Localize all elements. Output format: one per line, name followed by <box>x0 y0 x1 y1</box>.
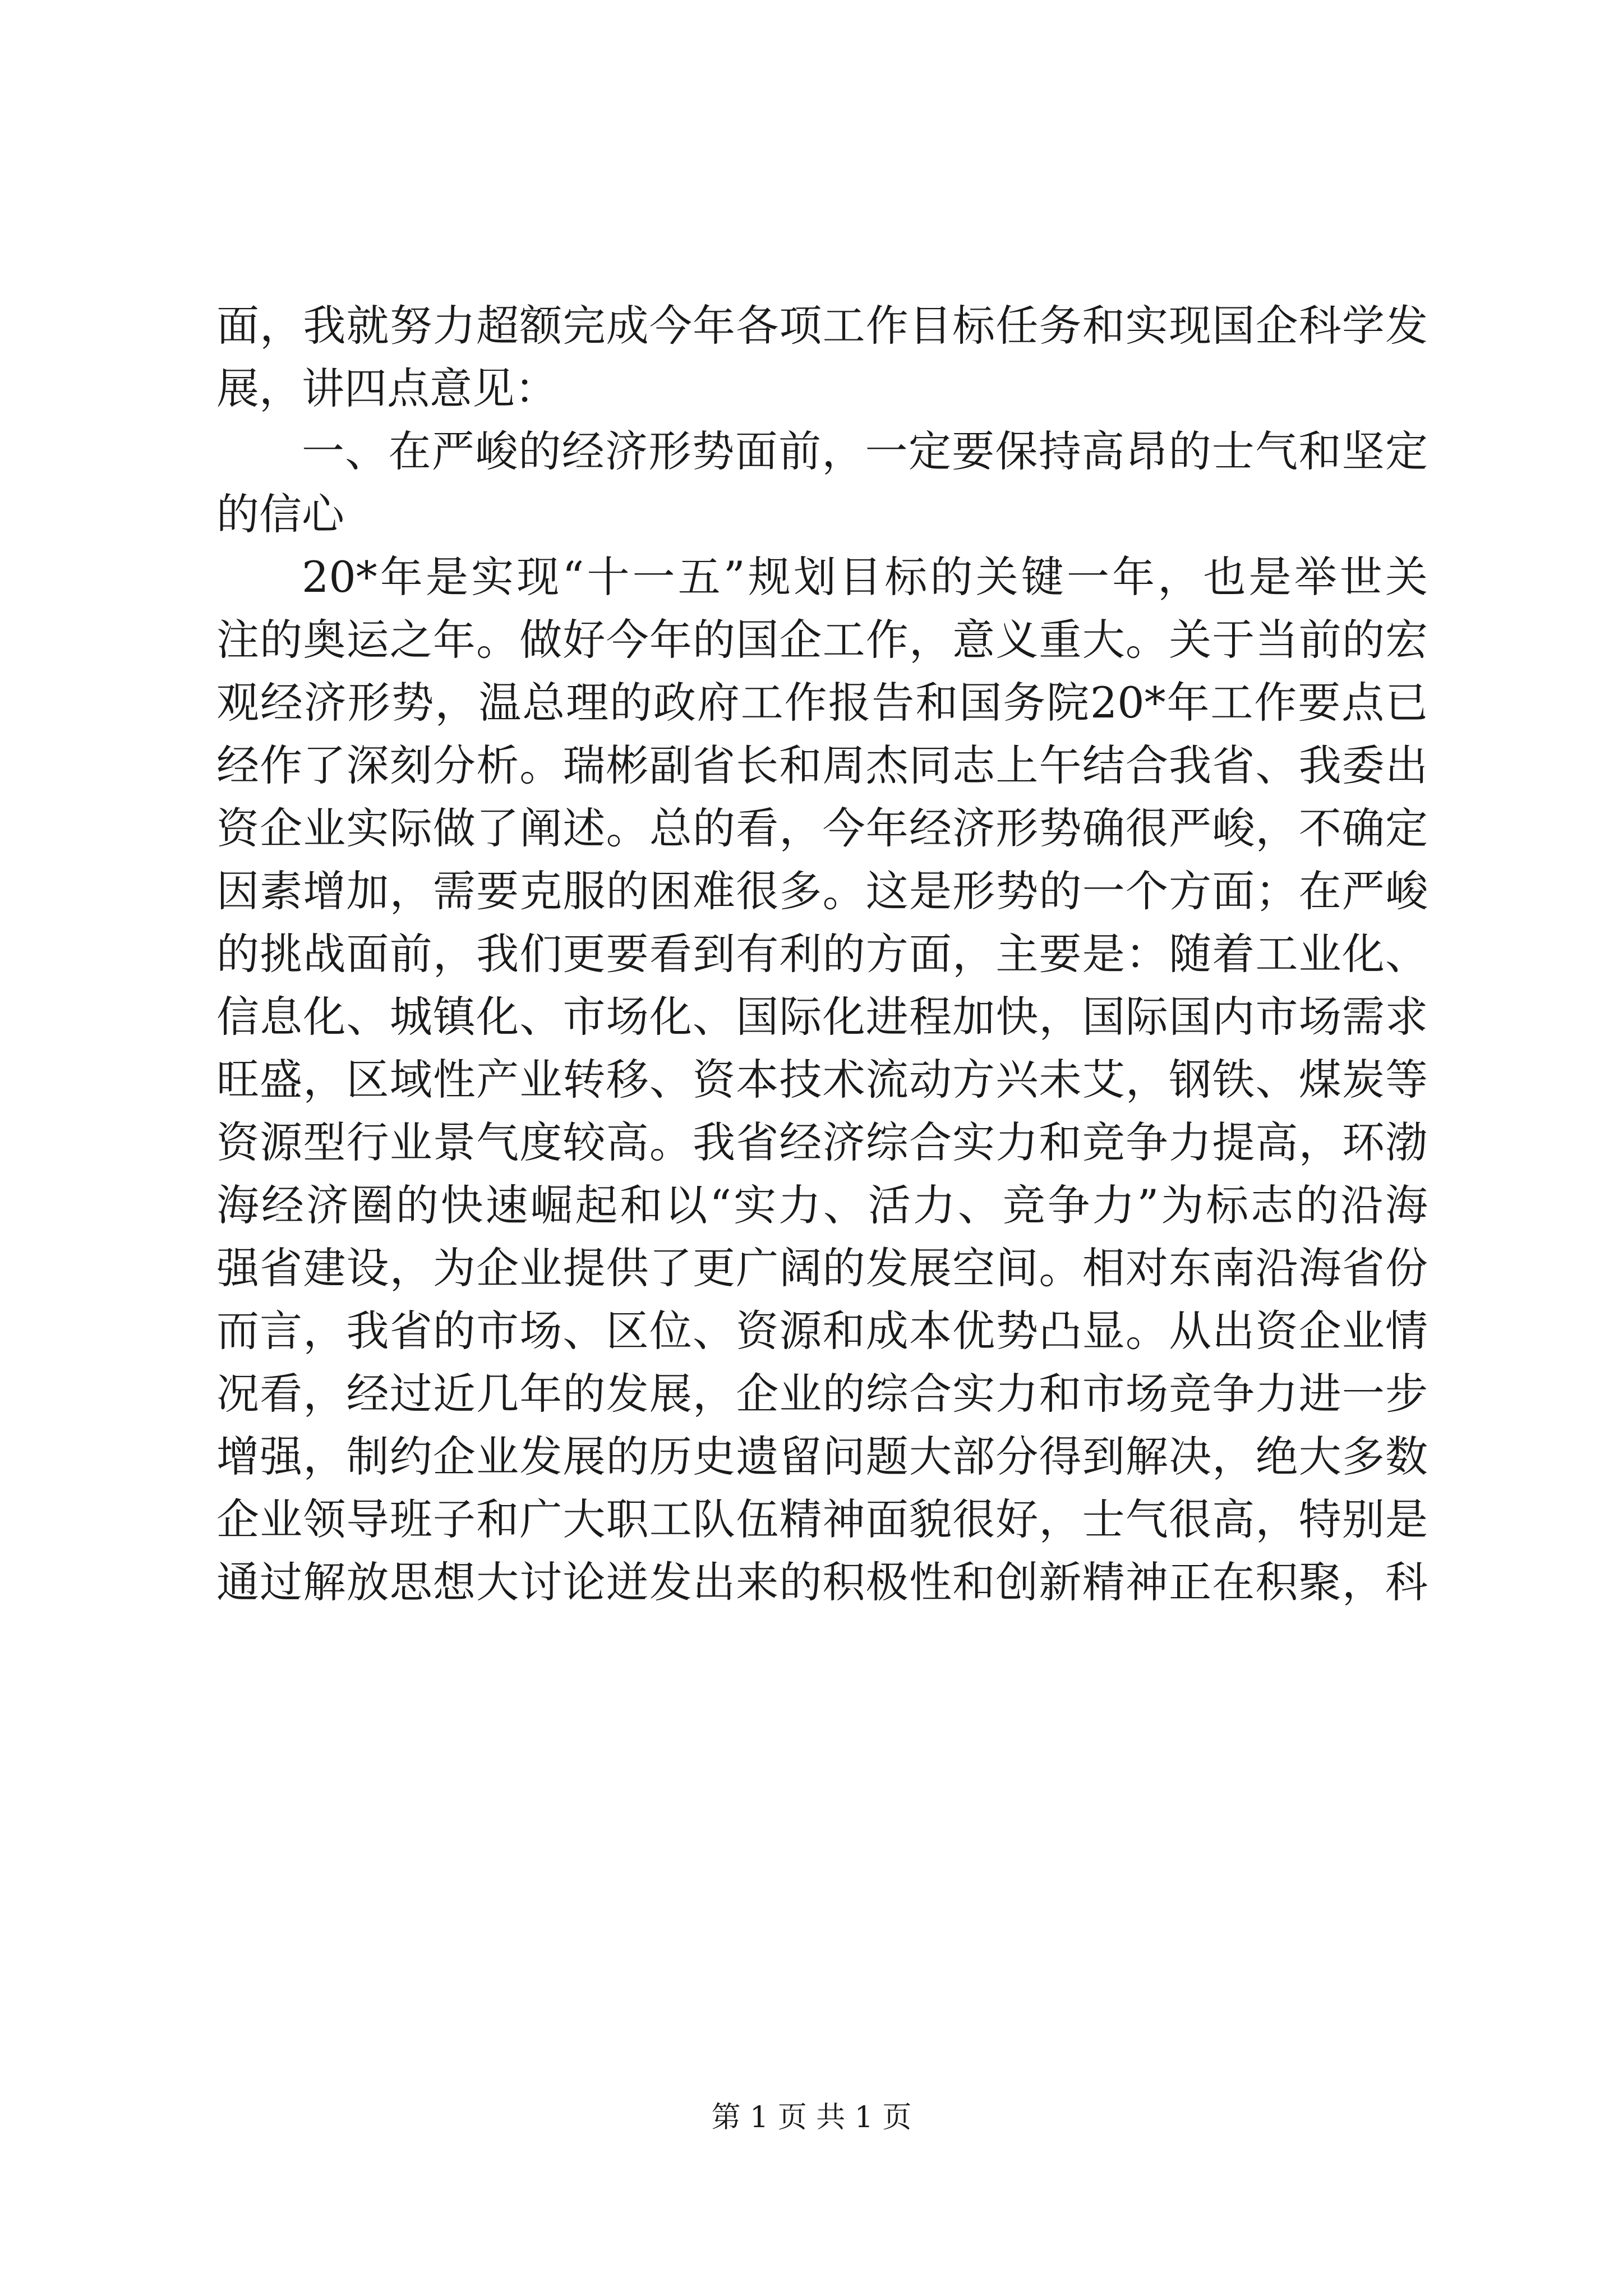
paragraph-1 <box>216 295 1428 420</box>
text-line: 信息化、城镇化、市场化、国际化进程加快，国际国内市场需求 <box>216 992 1428 1042</box>
text-line: 况看，经过近几年的发展，企业的综合实力和市场竞争力进一步 <box>216 1369 1428 1419</box>
document-body <box>216 295 1428 1614</box>
text-line: 旺盛，区域性产业转移、资本技术流动方兴未艾，钢铁、煤炭等 <box>216 1055 1428 1105</box>
text-line: 面，我就努力超额完成今年各项工作目标任务和实现国企科学发 <box>216 301 1428 351</box>
text-line: 注的奥运之年。做好今年的国企工作，意义重大。关于当前的宏 <box>216 615 1428 665</box>
paragraph-2 <box>216 546 1428 1614</box>
text-line: 展，讲四点意见： <box>216 364 557 413</box>
text-line: 的信心 <box>216 489 344 539</box>
text-line: 一、在严峻的经济形势面前，一定要保持高昂的士气和坚定 <box>302 426 1428 476</box>
text-line: 企业领导班子和广大职工队伍精神面貌很好，士气很高，特别是 <box>216 1494 1428 1544</box>
text-line: 资企业实际做了阐述。总的看，今年经济形势确很严峻，不确定 <box>216 803 1428 853</box>
page-number-label: 第 1 页 共 1 页 <box>711 2101 912 2134</box>
text-line: 强省建设，为企业提供了更广阔的发展空间。相对东南沿海省份 <box>216 1243 1428 1293</box>
text-line: 20*年是实现“十一五”规划目标的关键一年，也是举世关 <box>302 552 1428 602</box>
text-line: 因素增加，需要克服的困难很多。这是形势的一个方面；在严峻 <box>216 866 1428 916</box>
text-line: 资源型行业景气度较高。我省经济综合实力和竞争力提高，环渤 <box>216 1117 1428 1167</box>
text-line: 观经济形势，温总理的政府工作报告和国务院20*年工作要点已 <box>216 678 1428 728</box>
section-heading-1 <box>216 420 1428 546</box>
page-footer <box>0 2101 1623 2134</box>
text-line: 通过解放思想大讨论迸发出来的积极性和创新精神正在积聚，科 <box>216 1557 1428 1607</box>
text-line: 而言，我省的市场、区位、资源和成本优势凸显。从出资企业情 <box>216 1306 1428 1356</box>
text-line: 增强，制约企业发展的历史遗留问题大部分得到解决，绝大多数 <box>216 1432 1428 1481</box>
text-line: 海经济圈的快速崛起和以“实力、活力、竞争力”为标志的沿海 <box>216 1180 1428 1230</box>
text-line: 经作了深刻分析。瑞彬副省长和周杰同志上午结合我省、我委出 <box>216 740 1428 790</box>
text-line: 的挑战面前，我们更要看到有利的方面，主要是：随着工业化、 <box>216 929 1428 979</box>
